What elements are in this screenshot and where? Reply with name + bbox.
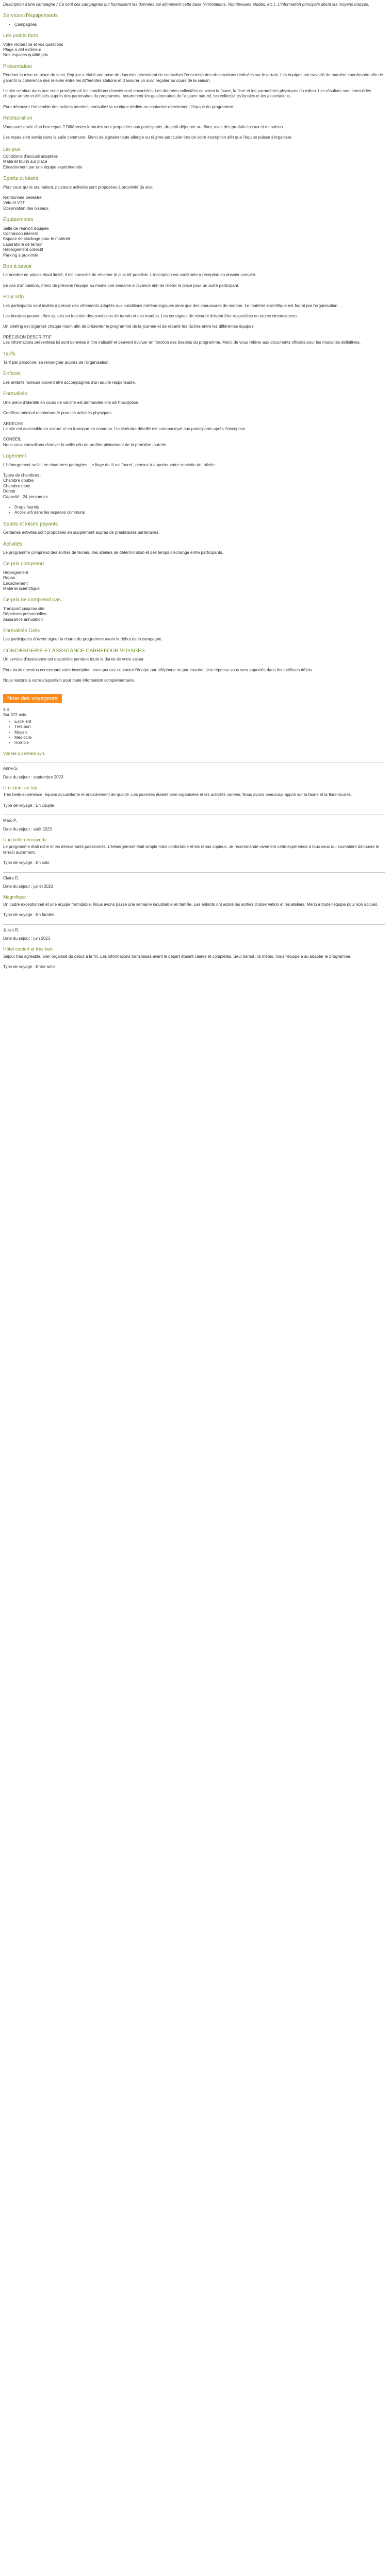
list-item: • Draps fournis <box>14 505 385 510</box>
conseil-text: Nous vous conseillons d'arriver la veille afin de profiter pleinement de la première journée. <box>3 442 168 447</box>
sports-line: Randonnée pédestre <box>3 195 42 200</box>
pour-info-title: Pour info <box>3 294 24 300</box>
list-item: • Horrible <box>14 740 385 745</box>
precision-text: Les informations présentées ici sont données à titre indicatif et peuvent évoluer en fonction des besoins du programme. Merci de vous référer aux documents officiels pour les modalités définitives. <box>3 340 361 345</box>
equipements-line: Espace de stockage pour le matériel <box>3 236 70 242</box>
tarifs-title: Tarifs <box>3 351 15 357</box>
formalites2-title: Formalités Grès <box>3 628 40 634</box>
services-list <box>3 22 385 27</box>
sports-title: Sports et loisirs <box>3 176 39 182</box>
pour-info-paragraph: Les participants sont invités à prévoir des vêtements adaptés aux conditions météorologiques ainsi que des chaussures de marche. Le matériel scientifique est fourni par l'organisation. <box>3 303 339 308</box>
conciergerie-paragraph: Pour toute question concernant votre inscription, vous pouvez contacter l'équipe par téléphone ou par courriel. Une réponse vous sera apportée dans les meilleurs délais. <box>3 667 313 672</box>
review-title: Une belle découverte <box>3 837 47 842</box>
les-plus-line: Conditions d'accueil adaptées <box>3 154 58 159</box>
list-item: • Excellent <box>14 719 385 724</box>
precision-label: PRÉCISION DESCRIPTIF <box>3 334 52 340</box>
prix-comprend-line: Repas <box>3 575 15 581</box>
presentation-title: Présentation <box>3 63 32 70</box>
logement-type: Chambre triple <box>3 483 30 488</box>
review-body: Un cadre exceptionnel et une équipe formidable. Nous avons passé une semaine inoubliable en famille. Les enfants ont adoré les sorties d'observation et les ateliers. Merci à toute l'équipe pour son accueil. <box>3 902 379 907</box>
prix-comprend-title: Ce prix comprend <box>3 561 44 567</box>
logement-type: Chambre double <box>3 478 34 483</box>
prix-ne-comprend-line: Dépenses personnelles <box>3 612 46 617</box>
review-type: Type de voyage : Entre amis <box>3 964 56 970</box>
activites-title: Activités <box>3 541 23 547</box>
list-item: • Moyen <box>14 730 385 735</box>
review-date: Date du séjour : juillet 2023 <box>3 884 53 889</box>
points-forts-title: Les points forts <box>3 33 38 39</box>
logement-title: Logement <box>3 453 26 460</box>
prix-ne-comprend-line: Assurance annulation <box>3 617 43 622</box>
restauration-paragraph: Les repas sont servis dans la salle commune. Merci de signaler toute allergie ou régime particulier lors de votre inscription afin que l'équipe puisse s'organiser. <box>3 135 292 140</box>
review <box>3 762 385 808</box>
equipements-line: Laboratoire de terrain <box>3 242 43 247</box>
formalites-title: Formalités <box>3 391 27 397</box>
enfants-text: Les enfants mineurs doivent être accompagnés d'un adulte responsable. <box>3 380 136 385</box>
review-author: Claire D. <box>3 875 20 880</box>
review-body: Très belle expérience, équipe accueillante et encadrement de qualité. Les journées étaient bien organisées et les activités variées. Nous avons beaucoup appris sur la faune et la flore locales. <box>3 792 352 798</box>
conciergerie-title: CONCIERGERIE ET ASSISTANCE CARREFOUR VOYAGES <box>3 648 145 654</box>
sports-lead: Pour ceux qui le souhaitent, plusieurs activités sont proposées à proximité du site. <box>3 184 153 190</box>
les-plus-title: Les plus <box>3 146 21 152</box>
formalites2-text: Les participants doivent signer la charte du programme avant le début de la campagne. <box>3 637 163 642</box>
review-type: Type de voyage : En famille <box>3 912 54 918</box>
sports-line: Observation des oiseaux <box>3 206 49 211</box>
rating-value: 4,8 <box>3 707 9 712</box>
tarifs-text: Tarif par personne, se renseigner auprès de l'organisation. <box>3 360 110 365</box>
conciergerie-paragraph: Nous restons à votre disposition pour toute information complémentaire. <box>3 678 135 683</box>
list-item: • Très bon <box>14 724 385 730</box>
bon-savoir-paragraph: Le nombre de places étant limité, il est conseillé de réserver le plus tôt possible. L'inscription est confirmée à réception du dossier complet. <box>3 273 256 278</box>
reviews-count: Sur 372 avis <box>3 713 26 718</box>
restauration-title: Restauration <box>3 115 32 122</box>
reviews-feed-title: Note des voyageurs <box>3 694 62 703</box>
sports2-title: Sports et loisirs payants <box>3 521 58 527</box>
equipements-title: Équipements <box>3 217 34 223</box>
points-forts-line: Nos espaces qualité prix <box>3 53 48 58</box>
sports2-text: Certaines activités sont proposées en supplément auprès de prestataires partenaires. <box>3 530 160 535</box>
presentation-paragraph: Pendant la mise en place du suivi, l'équipe a établi une base de données permettant de centraliser l'ensemble des observations réalisées sur le terrain. Les équipes ont travaillé de manière coordonnée afin de garantir la cohérence des relevés entre les différentes stations et d'assurer un suivi régulier au cours de la saison. <box>3 73 383 83</box>
review-date: Date du séjour : septembre 2023 <box>3 774 63 779</box>
formalites-text: Une pièce d'identité en cours de validité est demandée lors de l'inscription. <box>3 400 140 405</box>
review-date: Date du séjour : août 2023 <box>3 826 52 832</box>
les-plus-line: Encadrement par une équipe expérimentée <box>3 164 83 170</box>
activites-text: Le programme comprend des sorties de terrain, des ateliers de détermination et des temps d'échange entre participants. <box>3 550 223 555</box>
conseil-label: CONSEIL <box>3 437 22 442</box>
logement-text: L'hébergement se fait en chambres partagées. Le linge de lit est fourni ; pensez à apporter votre serviette de toilette. <box>3 462 216 467</box>
ardeche-text: Le site est accessible en voiture et en transport en commun. Un itinéraire détaillé est communiqué aux participants après l'inscription. <box>3 426 247 431</box>
restauration-paragraph: Vous avez envie d'un bon repas ? Différentes formules sont proposées aux participants, du petit-déjeuner au dîner, avec des produits locaux et de saison. <box>3 124 284 129</box>
pour-info-paragraph: Un briefing est organisé chaque matin afin de présenter le programme de la journée et de répartir les tâches entre les différentes équipes. <box>3 324 255 329</box>
review-body: Le programme était riche et les intervenants passionnés. L'hébergement était simple mais confortable et les repas copieux. Je recommande vivement cette expérience à tous ceux qui souhaitent découvrir le terrain autrement. <box>3 844 380 855</box>
sports-line: Vélo et VTT <box>3 200 25 206</box>
review-date: Date du séjour : juin 2023 <box>3 936 51 941</box>
conciergerie-paragraph: Un service d'assistance est disponible pendant toute la durée de votre séjour. <box>3 657 145 662</box>
equipements-line: Hébergement collectif <box>3 247 43 252</box>
equipements-line: Parking à proximité <box>3 252 39 258</box>
bon-savoir-title: Bon à savoir <box>3 264 32 269</box>
bon-savoir-paragraph: En cas d'annulation, merci de prévenir l'équipe au moins une semaine à l'avance afin de libérer la place pour un autre participant. <box>3 283 239 288</box>
les-plus-line: Matériel fourni sur place <box>3 159 47 164</box>
list-item: • Campagnes <box>14 22 385 27</box>
ardeche-label: ARDÈCHE <box>3 421 24 426</box>
review-author: Marc P. <box>3 818 17 823</box>
review-title: Un séjour au top <box>3 785 38 790</box>
list-item: • Médiocre <box>14 735 385 740</box>
list-item: • Accès wifi dans les espaces communs <box>14 510 385 515</box>
enfants-title: Enfants <box>3 371 21 377</box>
review <box>3 924 385 970</box>
review-type: Type de voyage : En couple <box>3 803 54 808</box>
review <box>3 815 385 866</box>
read-more-link[interactable]: Voir les 5 derniers avis <box>3 751 45 756</box>
review-author: Anne-S. <box>3 766 18 771</box>
intro-text: Description d'une campagne / Ce sont ces campagnes qui fournissent les données qui alimentent cette base (Annotations, Nombreuses études, etc.). L'information principale décrit les moyens d'accès. <box>3 2 369 7</box>
presentation-paragraph: Le site se situe dans une zone protégée où les conditions d'accès sont encadrées. Les données collectées couvrent la faune, la flore et les paramètres physiques du milieu. Les résultats sont consolidés chaque année et diffusés auprès des partenaires du programme, notamment les gestionnaires de l'espace naturel, les collectivités locales et les associations. <box>3 89 371 99</box>
review-title: Magnifique <box>3 894 26 900</box>
prix-ne-comprend-line: Transport jusqu'au site <box>3 606 45 611</box>
page-content <box>0 0 391 970</box>
prix-comprend-line: Encadrement <box>3 581 28 586</box>
points-forts-line: Plage a déf extérieur <box>3 47 41 53</box>
equipements-line: Connexion internet <box>3 231 38 236</box>
prix-comprend-line: Matériel scientifique <box>3 586 40 591</box>
presentation-paragraph: Pour découvrir l'ensemble des actions menées, consultez la rubrique dédiée ou contactez directement l'équipe du programme. <box>3 104 234 109</box>
rating-distribution <box>3 719 385 746</box>
equipements-line: Salle de réunion équipée <box>3 226 49 231</box>
review-title: Hôtel confort et très bon <box>3 946 53 952</box>
a-noter-list <box>3 505 385 516</box>
points-forts-line: Votre recherche et vos questions <box>3 42 63 47</box>
review-body: Séjour très agréable, bien organisé du début à la fin. Les informations transmises avant le départ étaient claires et complètes. Seul bémol : la météo, mais l'équipe a su adapter le programme. <box>3 954 352 959</box>
review-author: Julien R. <box>3 927 20 933</box>
services-title: Services d'équipements <box>3 13 58 19</box>
review-type: Type de voyage : En solo <box>3 860 50 866</box>
logement-types-label: Types de chambres : <box>3 472 42 478</box>
prix-ne-comprend-title: Ce prix ne comprend pas <box>3 597 61 603</box>
logement-capacity: Capacité : 24 personnes <box>3 494 48 499</box>
review <box>3 872 385 918</box>
logement-type: Dortoir <box>3 489 16 494</box>
formalites-extra: Certificat médical recommandé pour les activités physiques. <box>3 411 113 416</box>
pour-info-paragraph: Les horaires peuvent être ajustés en fonction des conditions de terrain et des marées. Les consignes de sécurité doivent être respectées en toutes circonstances. <box>3 314 299 319</box>
prix-comprend-line: Hébergement <box>3 570 28 575</box>
